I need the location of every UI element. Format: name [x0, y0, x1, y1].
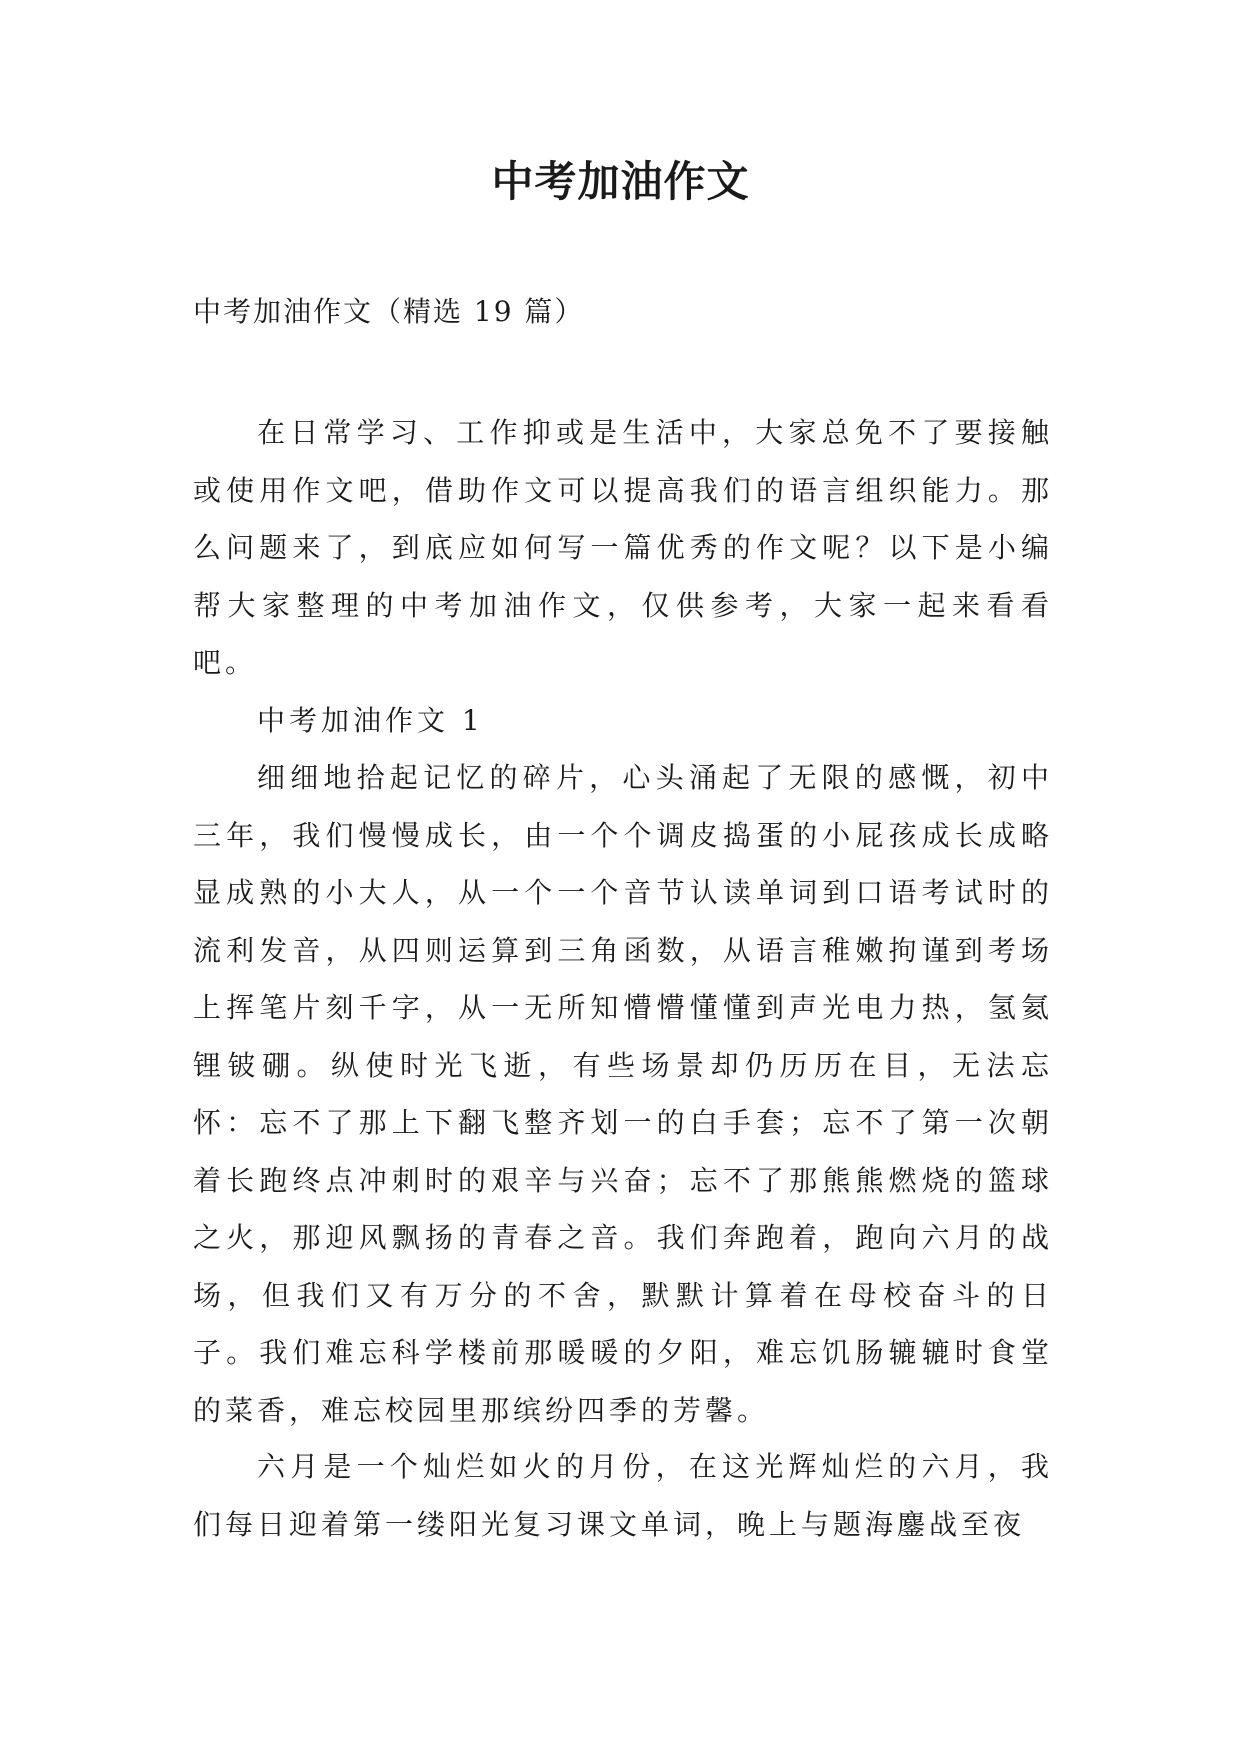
intro-paragraph: 在日常学习、工作抑或是生活中，大家总免不了要接触或使用作文吧，借助作文可以提高我们的语言组织能力。那么问题来了，到底应如何写一篇优秀的作文呢？以下是小编帮大家整理的中考加油作文，仅供参考，大家一起来看看吧。 — [193, 416, 1053, 679]
document-title: 中考加油作文 — [491, 157, 750, 206]
section-heading: 中考加油作文 1 — [257, 704, 484, 737]
body-paragraph: 细细地拾起记忆的碎片，心头涌起了无限的感慨，初中三年，我们慢慢成长，由一个个调皮捣蛋的小屁孩成长成略显成熟的小大人，从一个一个音节认读单词到口语考试时的流利发音，从四则运算到三角函数，从语言稚嫩拘谨到考场上挥笔片刻千字，从一无所知懵懵懂懂到声光电力热，氢氦锂铍硼。纵使时光飞逝，有些场景却仍历历在目，无法忘怀：忘不了那上下翻飞整齐划一的白手套；忘不了第一次朝着长跑终点冲刺时的艰辛与兴奋；忘不了那熊熊燃烧的篮球之火，那迎风飘扬的青春之音。我们奔跑着，跑向六月的战场，但我们又有万分的不舍，默默计算着在母校奋斗的日子。我们难忘科学楼前那暖暖的夕阳，难忘饥肠辘辘时食堂的菜香，难忘校园里那缤纷四季的芳馨。 — [193, 761, 1053, 1427]
body-paragraph: 六月是一个灿烂如火的月份，在这光辉灿烂的六月，我们每日迎着第一缕阳光复习课文单词，晚上与题海鏖战至夜 — [193, 1450, 1053, 1541]
document-subtitle: 中考加油作文（精选 19 篇） — [193, 295, 585, 328]
